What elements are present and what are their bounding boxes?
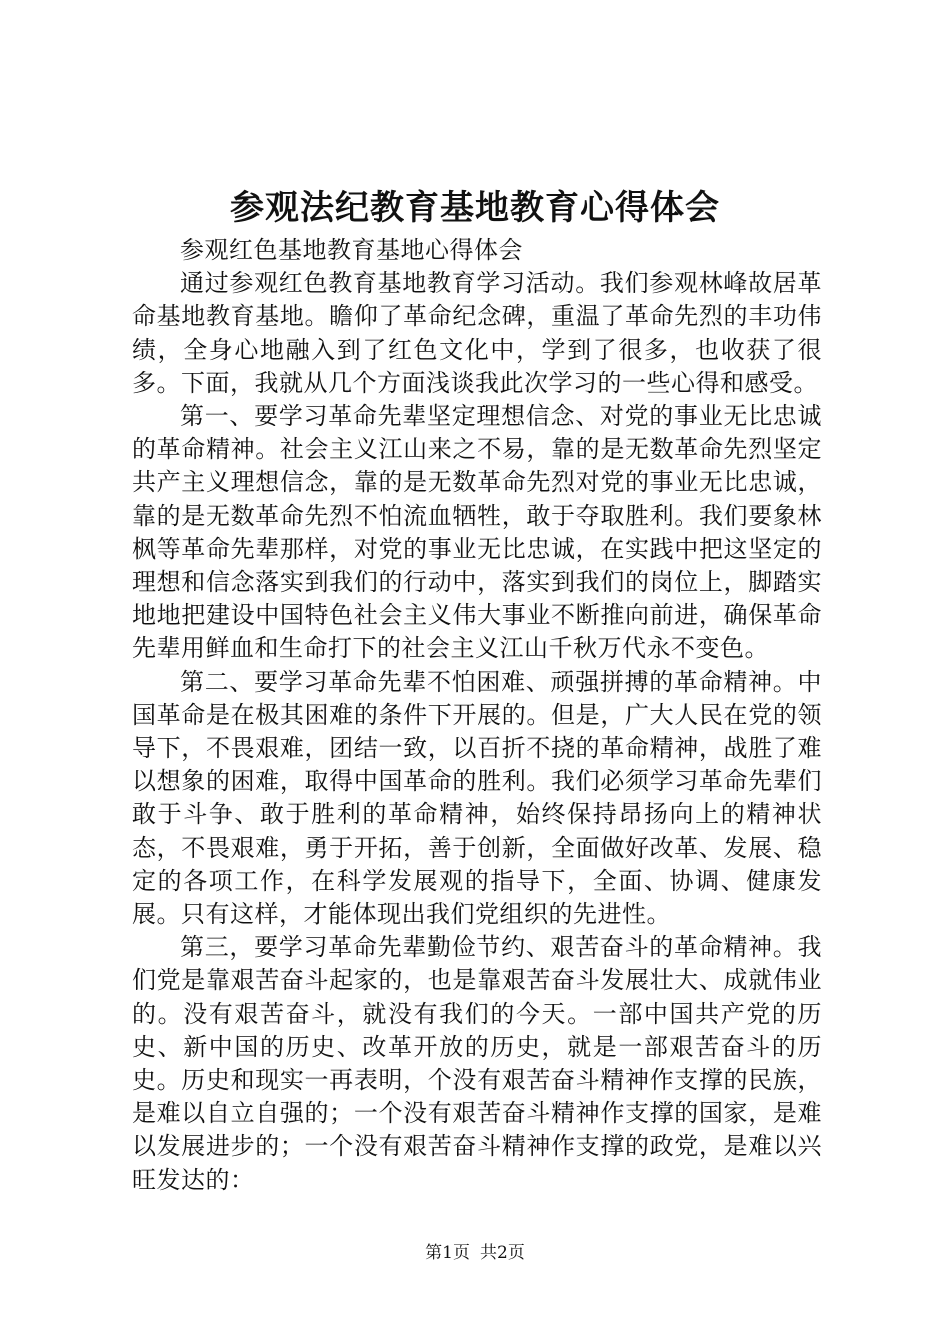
page-number-current: 第1页 [425, 1243, 470, 1263]
document-body [132, 234, 822, 1197]
paragraph-first: 第一、要学习革命先辈坚定理想信念、对党的事业无比忠诚的革命精神。社会主义江山来之不易，靠的是无数革命先烈坚定共产主义理想信念，靠的是无数革命先烈对党的事业无比忠诚，靠的是无数革命先烈不怕流血牺牲，敢于夺取胜利。我们要象林枫等革命先辈那样，对党的事业无比忠诚，在实践中把这坚定的理想和信念落实到我们的行动中，落实到我们的岗位上，脚踏实地地把建设中国特色社会主义伟大事业不断推向前进，确保革命先辈用鲜血和生命打下的社会主义江山千秋万代永不变色。 [132, 402, 822, 663]
page-footer [0, 1242, 950, 1264]
paragraph-intro: 通过参观红色教育基地教育学习活动。我们参观林峰故居革命基地教育基地。瞻仰了革命纪念碑，重温了革命先烈的丰功伟绩，全身心地融入到了红色文化中，学到了很多，也收获了很多。下面，我就从几个方面浅谈我此次学习的一些心得和感受。 [132, 269, 822, 397]
page-number-total: 共2页 [480, 1243, 525, 1263]
document-subtitle: 参观红色基地教育基地心得体会 [180, 236, 523, 264]
paragraph-second: 第二、要学习革命先辈不怕困难、顽强拼搏的革命精神。中国革命是在极其困难的条件下开展的。但是，广大人民在党的领导下，不畏艰难，团结一致，以百折不挠的革命精神，战胜了难以想象的困难，取得中国革命的胜利。我们必须学习革命先辈们敢于斗争、敢于胜利的革命精神，始终保持昂扬向上的精神状态，不畏艰难，勇于开拓，善于创新，全面做好改革、发展、稳定的各项工作，在科学发展观的指导下，全面、协调、健康发展。只有这样，才能体现出我们党组织的先进性。 [132, 667, 822, 929]
document-title: 参观法纪教育基地教育心得体会 [230, 188, 720, 228]
paragraph-third: 第三，要学习革命先辈勤俭节约、艰苦奋斗的革命精神。我们党是靠艰苦奋斗起家的，也是靠艰苦奋斗发展壮大、成就伟业的。没有艰苦奋斗，就没有我们的今天。一部中国共产党的历史、新中国的历史、改革开放的历史，就是一部艰苦奋斗的历史。历史和现实一再表明，个没有艰苦奋斗精神作支撑的民族，是难以自立自强的；一个没有艰苦奋斗精神作支撑的国家，是难以发展进步的；一个没有艰苦奋斗精神作支撑的政党，是难以兴旺发达的： [132, 933, 822, 1194]
